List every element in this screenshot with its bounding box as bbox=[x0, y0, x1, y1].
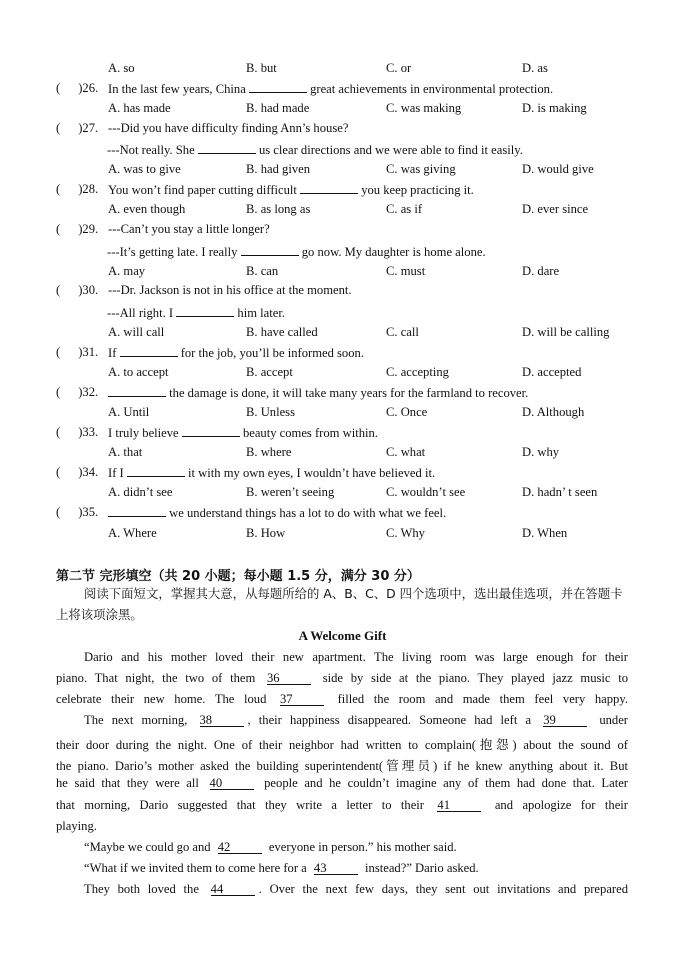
question-stem bbox=[108, 425, 378, 441]
answer-bracket[interactable] bbox=[56, 345, 98, 360]
bracket-close: )29. bbox=[78, 222, 99, 236]
passage-title: A Welcome Gift bbox=[298, 628, 387, 643]
answer-option: B. weren’t seeing bbox=[246, 485, 335, 499]
passage-text: , their happiness disappeared. Someone had left a bbox=[247, 713, 540, 727]
question-reply bbox=[107, 305, 285, 321]
blank-number[interactable]: 37 bbox=[280, 693, 324, 706]
passage-line bbox=[84, 882, 628, 897]
bracket-close: )32. bbox=[78, 385, 99, 399]
answer-blank bbox=[120, 345, 178, 357]
bracket-close: )31. bbox=[78, 345, 99, 359]
passage-text: everyone in person.” his mother said. bbox=[265, 840, 457, 854]
answer-option: C. what bbox=[386, 445, 426, 459]
answer-option: A. even though bbox=[108, 202, 186, 216]
stem-text: we understand things has a lot to do with what we feel. bbox=[166, 506, 447, 520]
answer-option: C. Why bbox=[386, 526, 425, 540]
passage-line bbox=[84, 861, 628, 876]
passage-text: instead?” Dario asked. bbox=[361, 861, 479, 875]
answer-bracket[interactable] bbox=[56, 385, 98, 400]
passage-text: side by side at the piano. They played jazz music to bbox=[314, 671, 628, 685]
bracket-open: ( bbox=[56, 283, 61, 297]
stem-text: If I bbox=[108, 466, 127, 480]
bracket-open: ( bbox=[56, 425, 61, 439]
answer-option: D. Although bbox=[522, 405, 585, 419]
answer-option: A. has made bbox=[108, 101, 171, 115]
answer-bracket[interactable] bbox=[56, 425, 98, 440]
bracket-open: ( bbox=[56, 465, 61, 479]
passage-text: he said that they were all bbox=[56, 776, 206, 790]
passage-text: piano. That night, the two of them bbox=[56, 671, 263, 685]
bracket-close: )34. bbox=[78, 465, 99, 479]
answer-blank bbox=[108, 385, 166, 397]
answer-bracket[interactable] bbox=[56, 182, 98, 197]
stem-text: ---It’s getting late. I really bbox=[107, 245, 241, 259]
blank-number[interactable]: 43 bbox=[314, 862, 358, 875]
answer-option: D. why bbox=[522, 445, 560, 459]
passage-line bbox=[56, 734, 628, 753]
question-stem bbox=[108, 121, 348, 136]
stem-text: ---Not really. She bbox=[107, 143, 198, 157]
stem-text: In the last few years, China bbox=[108, 82, 249, 96]
question-stem bbox=[108, 465, 435, 481]
passage-text: the piano. Dario’s mother asked the building superintendent(管理员) if he knew anything about it. But bbox=[56, 759, 628, 773]
answer-blank bbox=[176, 305, 234, 317]
blank-number[interactable]: 41 bbox=[437, 799, 481, 812]
bracket-close: )30. bbox=[78, 283, 99, 297]
answer-blank bbox=[241, 244, 299, 256]
answer-option: D. as bbox=[522, 61, 548, 75]
stem-text: You won’t find paper cutting difficult bbox=[108, 183, 301, 197]
stem-text: the damage is done, it will take many years for the farmland to recover. bbox=[166, 386, 529, 400]
passage-text: “Maybe we could go and bbox=[84, 840, 214, 854]
answer-option: A. Until bbox=[108, 405, 150, 419]
question-stem bbox=[108, 505, 446, 521]
answer-option: B. How bbox=[246, 526, 286, 540]
answer-option: B. accept bbox=[246, 365, 293, 379]
passage-text: “What if we invited them to come here for a bbox=[84, 861, 310, 875]
passage-line bbox=[56, 692, 628, 707]
blank-number[interactable]: 40 bbox=[210, 777, 254, 790]
answer-option: C. must bbox=[386, 264, 426, 278]
passage-line bbox=[56, 819, 628, 834]
bracket-open: ( bbox=[56, 81, 61, 95]
passage-line bbox=[84, 650, 628, 665]
answer-blank bbox=[108, 505, 166, 517]
stem-text: If bbox=[108, 346, 120, 360]
passage-text: people and he couldn’t imagine any of them had done that. Later bbox=[257, 776, 628, 790]
answer-option: C. was making bbox=[386, 101, 462, 115]
answer-option: A. didn’t see bbox=[108, 485, 173, 499]
stem-text: I truly believe bbox=[108, 426, 182, 440]
section-instructions: 阅读下面短文，掌握其大意，从每题所给的 A、B、C、D 四个选项中，选出最佳选项，并在答题卡上将该项涂黑。 bbox=[56, 586, 623, 622]
stem-text: us clear directions and we were able to find it easily. bbox=[255, 143, 523, 157]
bracket-open: ( bbox=[56, 505, 61, 519]
answer-option: C. was giving bbox=[386, 162, 456, 176]
bracket-open: ( bbox=[56, 345, 61, 359]
stem-text: it with my own eyes, I wouldn’t have believed it. bbox=[184, 466, 436, 480]
question-reply bbox=[107, 142, 523, 158]
answer-option: C. wouldn’t see bbox=[386, 485, 466, 499]
answer-option: B. as long as bbox=[246, 202, 311, 216]
answer-option: D. When bbox=[522, 526, 568, 540]
passage-line bbox=[56, 776, 628, 791]
answer-option: B. Unless bbox=[246, 405, 295, 419]
stem-text: ---Dr. Jackson is not in his office at the moment. bbox=[108, 283, 352, 297]
stem-text: ---Can’t you stay a little longer? bbox=[108, 222, 270, 236]
answer-option: A. was to give bbox=[108, 162, 181, 176]
bracket-close: )33. bbox=[78, 425, 99, 439]
question-reply bbox=[107, 244, 486, 260]
stem-text: go now. My daughter is home alone. bbox=[298, 245, 486, 259]
blank-number[interactable]: 44 bbox=[211, 883, 255, 896]
answer-option: D. would give bbox=[522, 162, 594, 176]
blank-number[interactable]: 36 bbox=[267, 672, 311, 685]
answer-option: D. hadn’ t seen bbox=[522, 485, 598, 499]
blank-number[interactable]: 39 bbox=[543, 714, 587, 727]
answer-blank bbox=[300, 182, 358, 194]
question-stem bbox=[108, 385, 528, 401]
passage-text: under bbox=[591, 713, 628, 727]
bracket-close: )26. bbox=[78, 81, 99, 95]
blank-number[interactable]: 42 bbox=[218, 841, 262, 854]
passage-line bbox=[84, 840, 628, 855]
answer-option: A. Where bbox=[108, 526, 157, 540]
bracket-open: ( bbox=[56, 222, 61, 236]
passage-text: filled the room and made them feel very happy. bbox=[328, 692, 628, 706]
passage-text: celebrate their new home. The loud bbox=[56, 692, 276, 706]
passage-text: playing. bbox=[56, 819, 97, 833]
passage-text: The next morning, bbox=[84, 713, 196, 727]
passage-text: their door during the night. One of their neighbor had written to complain(抱怨) about the sound of bbox=[56, 738, 628, 752]
bracket-close: )27. bbox=[78, 121, 99, 135]
stem-text: you keep practicing it. bbox=[358, 183, 474, 197]
answer-option: B. have called bbox=[246, 325, 318, 339]
passage-text: . Over the next few days, they sent out invitations and prepared bbox=[258, 882, 628, 896]
answer-option: A. that bbox=[108, 445, 143, 459]
bracket-open: ( bbox=[56, 121, 61, 135]
answer-option: A. to accept bbox=[108, 365, 169, 379]
answer-option: C. or bbox=[386, 61, 412, 75]
answer-option: D. ever since bbox=[522, 202, 589, 216]
stem-text: ---Did you have difficulty finding Ann’s house? bbox=[108, 121, 349, 135]
answer-option: B. but bbox=[246, 61, 277, 75]
passage-line bbox=[84, 713, 628, 728]
stem-text: him later. bbox=[234, 306, 285, 320]
passage-text: They both loved the bbox=[84, 882, 207, 896]
stem-text: great achievements in environmental protection. bbox=[306, 82, 554, 96]
section-heading: 第二节 完形填空（共 20 小题；每小题 1.5 分，满分 30 分） bbox=[56, 569, 420, 584]
passage-text: and apologize for their bbox=[485, 798, 628, 812]
question-stem bbox=[108, 81, 553, 97]
answer-bracket[interactable] bbox=[56, 222, 98, 237]
passage-line bbox=[56, 798, 628, 813]
passage-text: Dario and his mother loved their new apartment. The living room was large enough for their bbox=[84, 650, 628, 664]
answer-blank bbox=[249, 81, 307, 93]
answer-option: B. had given bbox=[246, 162, 311, 176]
answer-blank bbox=[198, 142, 256, 154]
answer-option: D. will be calling bbox=[522, 325, 610, 339]
answer-option: A. will call bbox=[108, 325, 165, 339]
answer-blank bbox=[127, 465, 185, 477]
answer-option: C. accepting bbox=[386, 365, 449, 379]
answer-bracket[interactable] bbox=[56, 283, 98, 298]
stem-text: ---All right. I bbox=[107, 306, 177, 320]
question-stem bbox=[108, 345, 364, 361]
stem-text: for the job, you’ll be informed soon. bbox=[177, 346, 364, 360]
answer-option: C. Once bbox=[386, 405, 428, 419]
stem-text: beauty comes from within. bbox=[239, 426, 378, 440]
answer-option: D. dare bbox=[522, 264, 560, 278]
question-stem bbox=[108, 182, 474, 198]
answer-bracket[interactable] bbox=[56, 121, 98, 136]
answer-bracket[interactable] bbox=[56, 465, 98, 480]
answer-option: D. is making bbox=[522, 101, 587, 115]
answer-option: A. may bbox=[108, 264, 146, 278]
bracket-close: )35. bbox=[78, 505, 99, 519]
bracket-close: )28. bbox=[78, 182, 99, 196]
answer-option: B. had made bbox=[246, 101, 310, 115]
answer-option: C. as if bbox=[386, 202, 423, 216]
blank-number[interactable]: 38 bbox=[200, 714, 244, 727]
answer-option: D. accepted bbox=[522, 365, 582, 379]
answer-blank bbox=[182, 425, 240, 437]
answer-option: B. can bbox=[246, 264, 279, 278]
answer-option: A. so bbox=[108, 61, 135, 75]
passage-line bbox=[56, 755, 628, 774]
passage-text: that morning, Dario suggested that they write a letter to their bbox=[56, 798, 434, 812]
passage-line bbox=[56, 671, 628, 686]
answer-bracket[interactable] bbox=[56, 505, 98, 520]
question-stem bbox=[108, 283, 352, 298]
bracket-open: ( bbox=[56, 182, 61, 196]
answer-option: B. where bbox=[246, 445, 292, 459]
answer-bracket[interactable] bbox=[56, 81, 98, 96]
bracket-open: ( bbox=[56, 385, 61, 399]
answer-option: C. call bbox=[386, 325, 419, 339]
question-stem bbox=[108, 222, 270, 237]
